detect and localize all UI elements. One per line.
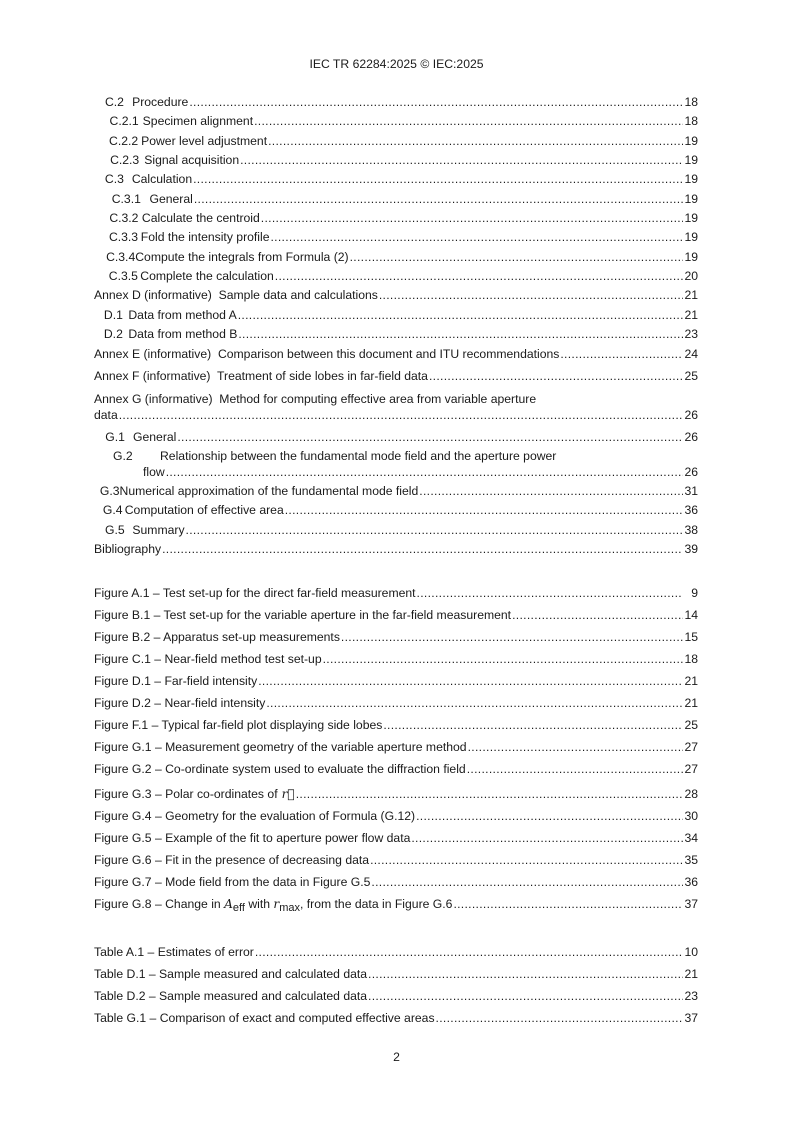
toc-leader — [119, 408, 683, 423]
toc-entry-number: G.3 — [99, 484, 120, 498]
vector-r-symbol: r⃗ — [281, 787, 295, 801]
figure-page: 30 — [684, 809, 698, 823]
table-list-entry[interactable] — [94, 989, 698, 1004]
figure-page: 34 — [684, 831, 698, 845]
toc-entry-title: Data from method B — [128, 327, 238, 341]
toc-annex-entry[interactable] — [94, 408, 698, 423]
toc-leader — [467, 762, 683, 777]
toc-entry-page: 21 — [684, 308, 698, 322]
toc-entry-title: flow — [143, 465, 165, 479]
figure-page: 37 — [684, 897, 698, 911]
figure-list-entry[interactable] — [94, 787, 698, 802]
toc-entry-page: 25 — [684, 369, 698, 383]
toc-entry-title: General — [133, 430, 177, 444]
toc-entry-number: D.1 — [103, 308, 123, 322]
figure-page: 9 — [691, 586, 698, 600]
toc-entry-title-line1: Annex G (informative) Method for computing effective area from variable aperture — [94, 392, 537, 406]
toc-entry-number: C.3.4 — [106, 250, 136, 264]
figure-page: 15 — [684, 630, 698, 644]
toc-entry-number: G.5 — [105, 523, 125, 537]
toc-entry-page: 18 — [684, 114, 698, 128]
figure-list-entry[interactable] — [94, 831, 698, 846]
toc-entry-line1[interactable] — [94, 449, 698, 464]
table-list-entry[interactable] — [94, 945, 698, 960]
toc-entry-page: 36 — [684, 503, 698, 517]
table-title: Table D.1 – Sample measured and calculated data — [94, 967, 368, 981]
effective-area-symbol: A — [224, 897, 233, 911]
figure-page: 14 — [684, 608, 698, 622]
toc-entry[interactable] — [94, 430, 698, 445]
toc-entry-page: 19 — [684, 211, 698, 225]
toc-entry-title: Fold the intensity profile — [140, 230, 270, 244]
toc-entry-title: Computation of effective area — [124, 503, 284, 517]
table-title: Table D.2 – Sample measured and calculated data — [94, 989, 368, 1003]
toc-entry-number: G.4 — [102, 503, 123, 517]
toc-leader — [193, 172, 683, 187]
table-page: 37 — [684, 1011, 698, 1025]
toc-leader — [429, 369, 683, 384]
toc-entry-page: 24 — [684, 347, 698, 361]
toc-entry[interactable] — [94, 484, 698, 499]
page-number: 2 — [393, 1050, 400, 1064]
toc-entry-number: C.3.1 — [111, 192, 141, 206]
toc-entry-number: C.2.3 — [110, 153, 140, 167]
toc-leader — [261, 211, 683, 226]
table-page: 10 — [684, 945, 698, 959]
toc-entry-number: C.2.1 — [109, 114, 139, 128]
toc-entry-number: C.3.2 — [109, 211, 139, 225]
toc-entry[interactable] — [94, 269, 698, 284]
figure-title: Figure F.1 – Typical far-field plot displaying side lobes — [94, 718, 383, 732]
table-list-entry[interactable] — [94, 1011, 698, 1026]
figure-list-entry[interactable] — [94, 608, 698, 623]
toc-annex-entry-line1[interactable] — [94, 392, 698, 407]
figure-list-entry[interactable] — [94, 809, 698, 824]
toc-leader — [255, 945, 683, 960]
toc-entry-title: Signal acquisition — [144, 153, 240, 167]
figure-title: Figure C.1 – Near-field method test set-up — [94, 652, 322, 666]
table-title: Table G.1 – Comparison of exact and computed effective areas — [94, 1011, 435, 1025]
figure-list-entry[interactable] — [94, 740, 698, 755]
toc-entry-number: C.3.3 — [108, 230, 139, 244]
toc-leader — [268, 134, 683, 149]
toc-leader — [296, 787, 683, 802]
toc-entry-title: Annex F (informative) Treatment of side lobes in far-field data — [94, 369, 428, 383]
toc-leader — [240, 153, 683, 168]
figure-title: Figure A.1 – Test set-up for the direct far-field measurement — [94, 586, 416, 600]
toc-entry-page: 38 — [684, 523, 698, 537]
toc-leader — [177, 430, 683, 445]
toc-entry-title: Annex D (informative) Sample data and calculations — [94, 288, 378, 302]
toc-entry[interactable] — [94, 114, 698, 129]
toc-leader — [254, 114, 683, 129]
figure-list-entry[interactable] — [94, 630, 698, 645]
toc-leader — [416, 809, 683, 824]
figure-page: 25 — [684, 718, 698, 732]
toc-entry-page: 26 — [684, 408, 698, 422]
toc-leader — [371, 875, 683, 890]
figure-list-entry[interactable] — [94, 652, 698, 667]
figure-page: 27 — [684, 740, 698, 754]
figure-title: Figure G.6 – Fit in the presence of decreasing data — [94, 853, 370, 867]
toc-entry-page: 23 — [684, 327, 698, 341]
toc-entry-page: 19 — [684, 192, 698, 206]
toc-entry[interactable] — [94, 211, 698, 226]
toc-leader — [258, 674, 683, 689]
toc-entry-page: 19 — [684, 250, 698, 264]
toc-entry-title: Numerical approximation of the fundamental mode field — [119, 484, 419, 498]
toc-leader — [238, 308, 683, 323]
toc-entry[interactable] — [94, 250, 698, 265]
figure-list-entry[interactable] — [94, 586, 698, 601]
toc-entry-page: 19 — [684, 134, 699, 148]
toc-entry-number: C.3.5 — [108, 269, 138, 283]
toc-leader — [453, 897, 683, 912]
toc-entry-title: Power level adjustment — [141, 134, 268, 148]
figure-list-entry[interactable] — [94, 853, 698, 868]
toc-leader — [285, 503, 683, 518]
toc-leader — [368, 989, 683, 1004]
figure-list-entry[interactable] — [94, 718, 698, 733]
figure-page: 21 — [684, 696, 698, 710]
figure-title: Figure G.4 – Geometry for the evaluation of Formula (G.12) — [94, 809, 416, 823]
figure-page: 35 — [684, 853, 698, 867]
toc-leader — [323, 652, 683, 667]
figure-title: Figure G.1 – Measurement geometry of the variable aperture method — [94, 740, 467, 754]
toc-entry-number: G.2 — [113, 449, 133, 463]
toc-entry-title: Compute the integrals from Formula (2) — [135, 250, 349, 264]
toc-entry-title: General — [149, 192, 193, 206]
toc-entry-page: 21 — [684, 288, 698, 302]
figure-title: Figure B.2 – Apparatus set-up measurements — [94, 630, 340, 644]
figure-page: 21 — [684, 674, 698, 688]
toc-entry[interactable] — [94, 523, 698, 538]
toc-entry-page: 26 — [684, 465, 698, 479]
figure-title: Figure B.1 – Test set-up for the variable aperture in the far-field measurement — [94, 608, 512, 622]
figure-title: Figure G.8 – Change in $A_{eff}$ with $r_{max}$, from the data in Figure G.6 — [94, 897, 453, 914]
figure-list-entry[interactable] — [94, 696, 698, 711]
toc-entry-title-line1: Relationship between the fundamental mode field and the aperture power — [160, 449, 557, 463]
r-max-symbol: r — [273, 897, 280, 911]
toc-leader — [162, 542, 683, 557]
toc-leader — [271, 230, 684, 245]
figure-list-entry[interactable] — [94, 762, 698, 777]
table-list-entry[interactable] — [94, 967, 698, 982]
toc-annex-entry[interactable] — [94, 288, 698, 303]
toc-leader — [379, 288, 683, 303]
toc-entry-title: Calculate the centroid — [141, 211, 260, 225]
toc-annex-entry[interactable] — [94, 347, 698, 362]
toc-entry-title: Complete the calculation — [140, 269, 274, 283]
table-page: 23 — [684, 989, 698, 1003]
toc-leader — [512, 608, 683, 623]
toc-entry-title: Annex E (informative) Comparison between this document and ITU recommendations — [94, 347, 560, 361]
figure-title: Figure G.2 – Co-ordinate system used to evaluate the diffraction field — [94, 762, 466, 776]
toc-entry-page: 19 — [684, 172, 698, 186]
toc-entry-title: Summary — [132, 523, 185, 537]
figure-title: Figure G.7 – Mode field from the data in Figure G.5 — [94, 875, 371, 889]
toc-entry[interactable] — [94, 503, 698, 518]
figure-list-entry[interactable] — [94, 875, 698, 890]
toc-entry[interactable] — [94, 327, 698, 342]
toc-leader — [275, 269, 683, 284]
toc-entry-number: C.3 — [104, 172, 124, 186]
toc-entry[interactable] — [94, 465, 698, 480]
toc-leader — [417, 586, 683, 601]
toc-entry[interactable] — [94, 172, 698, 187]
toc-leader — [238, 327, 683, 342]
toc-leader — [189, 95, 683, 110]
figure-page: 36 — [684, 875, 698, 889]
toc-entry-number: C.2 — [104, 95, 124, 109]
toc-annex-entry[interactable] — [94, 369, 698, 384]
toc-leader — [370, 853, 683, 868]
toc-entry[interactable] — [94, 192, 698, 207]
toc-leader — [194, 192, 683, 207]
toc-leader — [368, 967, 683, 982]
toc-entry-page: 20 — [684, 269, 698, 283]
toc-entry-page: 18 — [684, 95, 698, 109]
figure-page: 18 — [684, 652, 698, 666]
toc-leader — [341, 630, 683, 645]
figure-page: 27 — [684, 762, 698, 776]
figure-title: Figure G.5 – Example of the fit to aperture power flow data — [94, 831, 411, 845]
toc-entry[interactable] — [94, 134, 698, 149]
toc-entry[interactable] — [94, 542, 698, 557]
toc-entry-number: C.2.2 — [109, 134, 139, 148]
toc-entry-title: Specimen alignment — [142, 114, 254, 128]
figure-list-entry[interactable] — [94, 897, 698, 912]
toc-leader — [166, 465, 683, 480]
toc-entry-title: Calculation — [131, 172, 193, 186]
toc-entry-page: 31 — [684, 484, 698, 498]
toc-entry[interactable] — [94, 95, 698, 110]
toc-entry[interactable] — [94, 308, 698, 323]
figure-title: Figure G.3 – Polar co-ordinates of — [94, 787, 278, 801]
figure-title: Figure D.2 – Near-field intensity — [94, 696, 266, 710]
toc-leader — [436, 1011, 683, 1026]
toc-entry-page: 26 — [684, 430, 698, 444]
toc-leader — [411, 831, 683, 846]
toc-entry-page: 19 — [684, 230, 698, 244]
toc-leader — [383, 718, 683, 733]
toc-leader — [419, 484, 683, 499]
figure-page: 28 — [684, 787, 698, 801]
toc-entry-title: data — [94, 408, 118, 422]
toc-leader — [350, 250, 683, 265]
toc-leader — [266, 696, 683, 711]
toc-entry[interactable] — [94, 153, 698, 168]
page-header: IEC TR 62284:2025 © IEC:2025 — [309, 57, 484, 71]
figure-title: Figure D.1 – Far-field intensity — [94, 674, 258, 688]
toc-leader — [560, 347, 683, 362]
table-title: Table A.1 – Estimates of error — [94, 945, 254, 959]
toc-entry-number: D.2 — [103, 327, 123, 341]
toc-entry[interactable] — [94, 230, 698, 245]
toc-leader — [468, 740, 683, 755]
toc-entry-title: Bibliography — [94, 542, 162, 556]
toc-entry-page: 19 — [684, 153, 699, 167]
figure-list-entry[interactable] — [94, 674, 698, 689]
table-page: 21 — [684, 967, 698, 981]
toc-leader — [186, 523, 683, 538]
toc-entry-title: Data from method A — [128, 308, 237, 322]
toc-entry-page: 39 — [684, 542, 698, 556]
toc-entry-title: Procedure — [132, 95, 189, 109]
toc-entry-number: G.1 — [105, 430, 125, 444]
